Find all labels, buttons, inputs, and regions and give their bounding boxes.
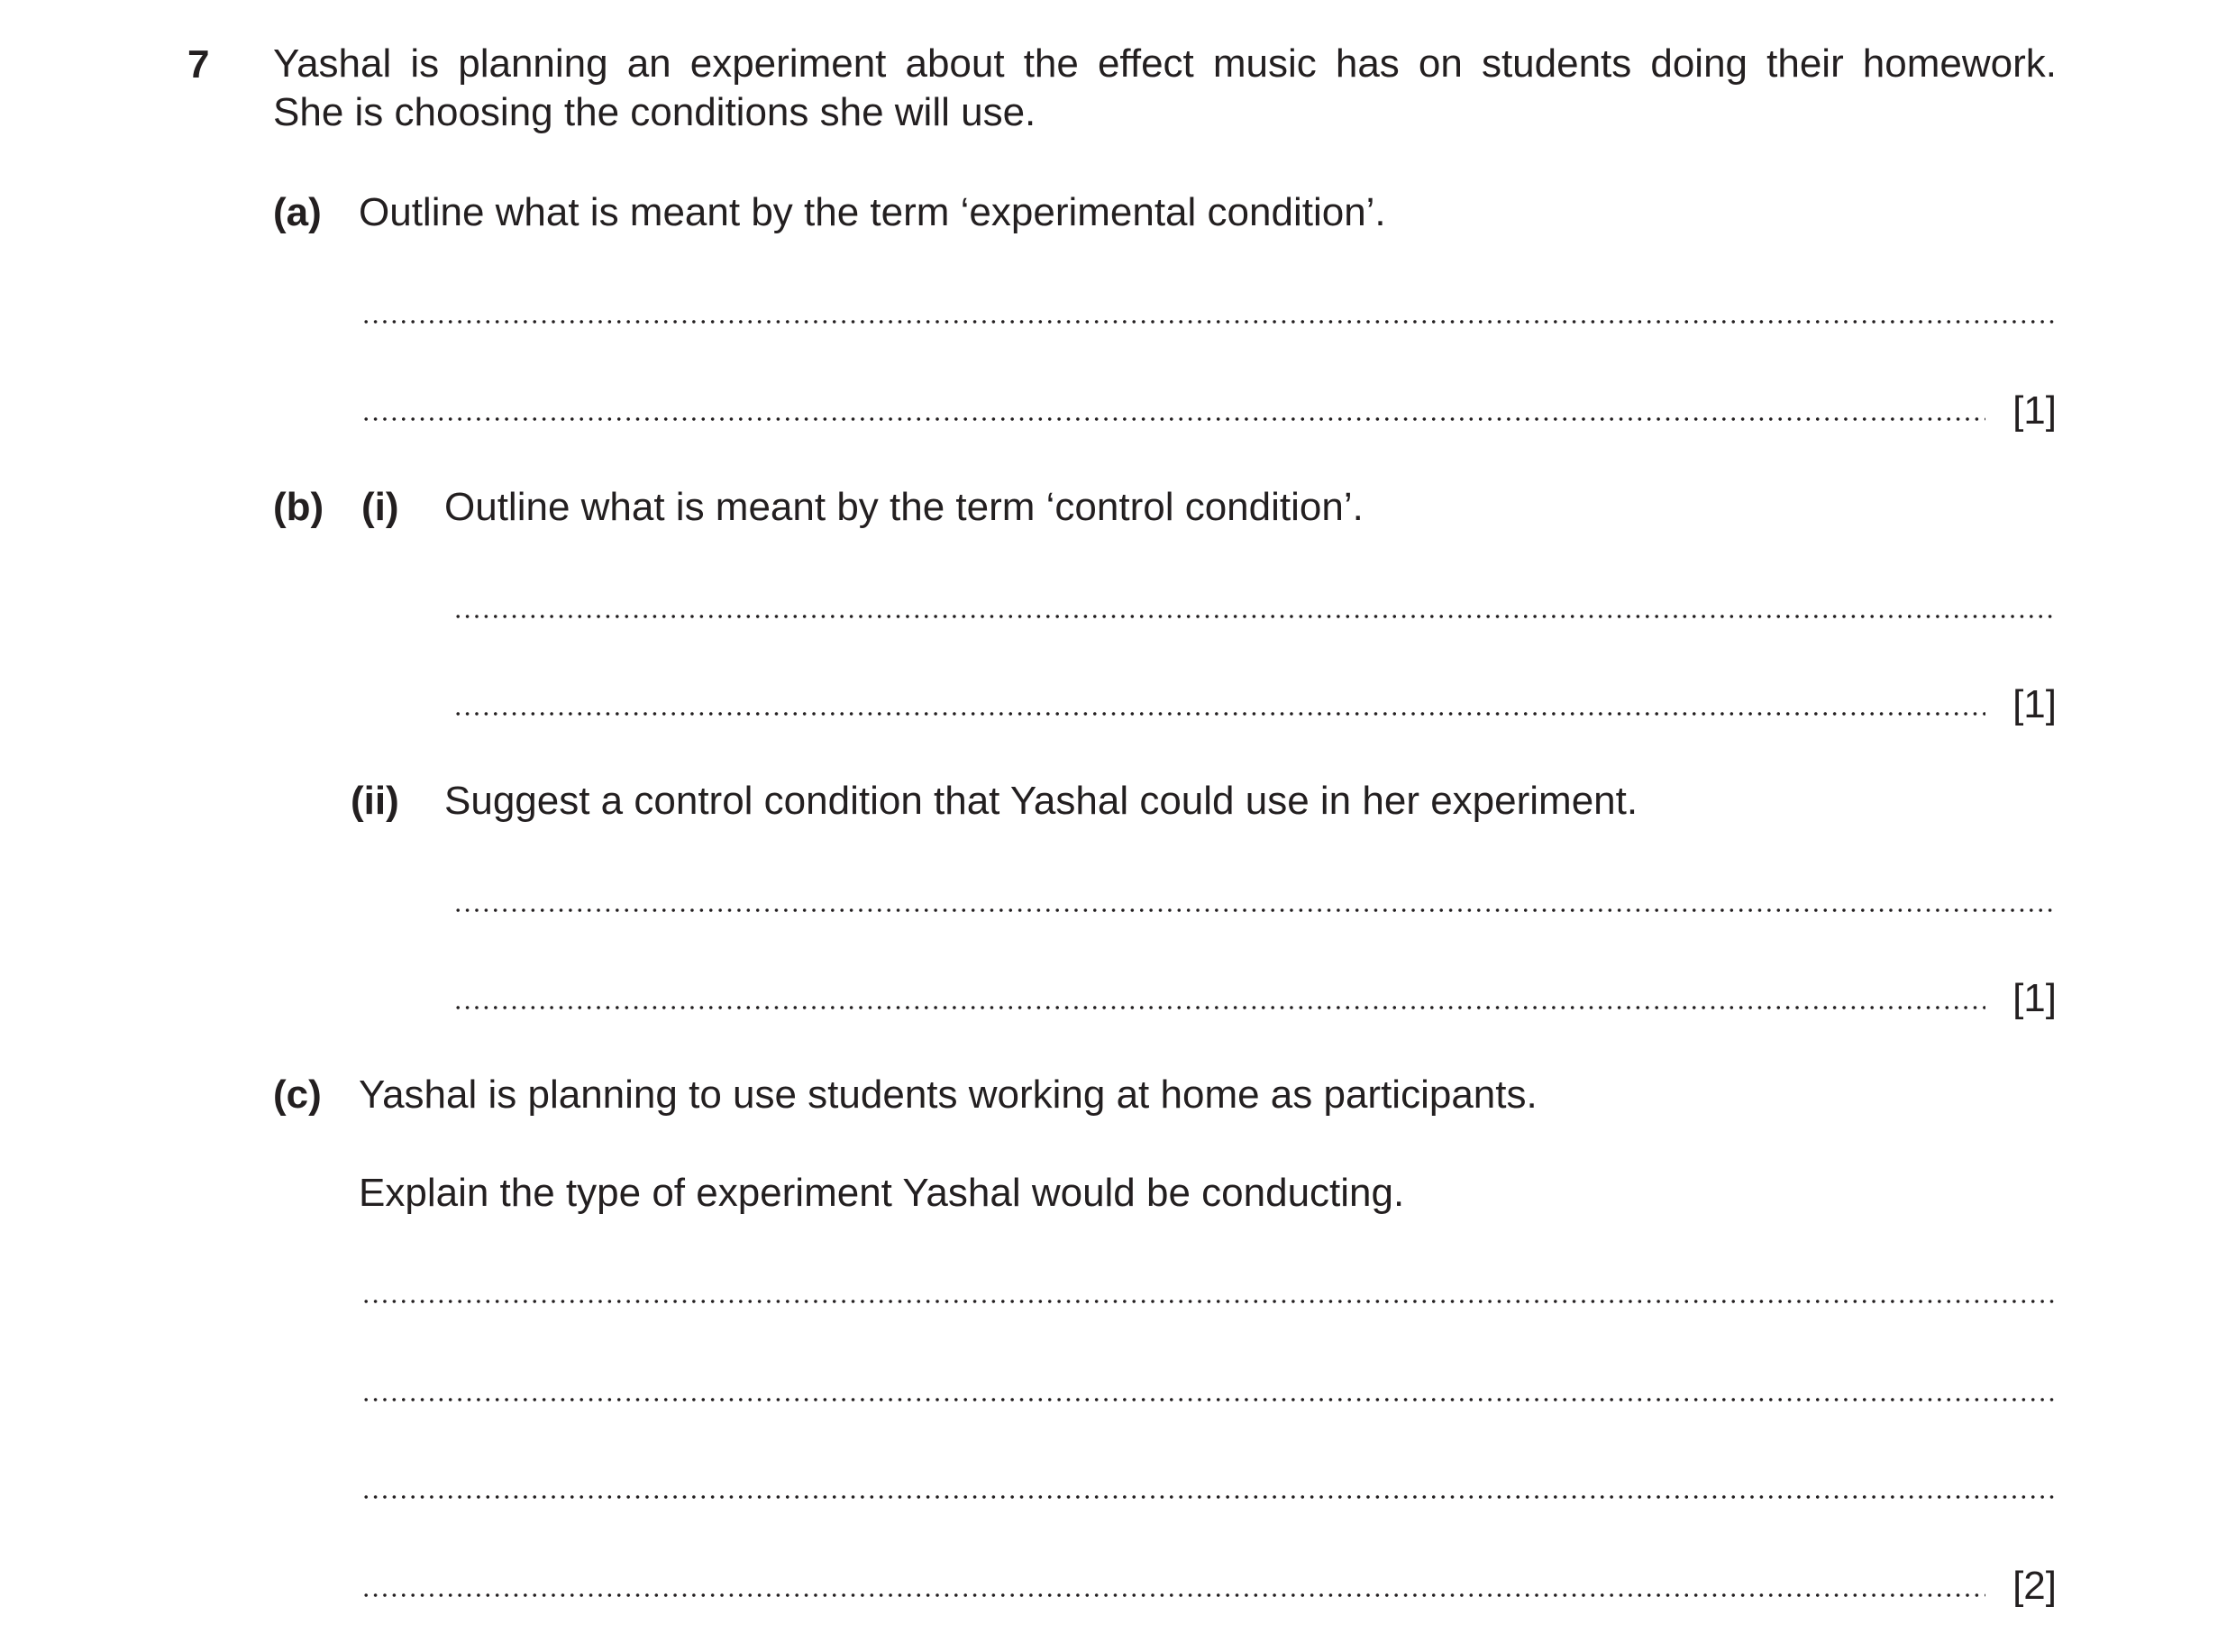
question-number: 7 — [187, 42, 210, 87]
part-c-marks: [2] — [2012, 1564, 2057, 1608]
part-b-ii-answer-line-1[interactable] — [453, 908, 2057, 913]
part-b-i-label: (i) — [361, 485, 399, 529]
part-b-i-marks: [1] — [2012, 682, 2057, 726]
question-stem-line-2: She is choosing the conditions she will use. — [273, 90, 1036, 134]
part-b-i-answer-line-1[interactable] — [453, 614, 2057, 619]
part-a-marks: [1] — [2012, 388, 2057, 433]
part-c-answer-line-3[interactable] — [361, 1494, 2057, 1500]
part-b-label: (b) — [273, 485, 324, 529]
part-c-label: (c) — [273, 1072, 322, 1117]
part-b-i-answer-line-2[interactable] — [453, 711, 1985, 716]
part-b-ii-label: (ii) — [351, 779, 399, 823]
part-a-answer-line-1[interactable] — [361, 319, 2057, 324]
part-a-label: (a) — [273, 190, 322, 234]
question-stem — [273, 40, 2057, 137]
part-c-answer-line-4[interactable] — [361, 1593, 1985, 1598]
part-b-ii-prompt: Suggest a control condition that Yashal could use in her experiment. — [444, 779, 1638, 823]
part-b-ii-marks: [1] — [2012, 976, 2057, 1020]
part-a-prompt: Outline what is meant by the term ‘experimental condition’. — [359, 190, 1386, 234]
part-c-prompt: Explain the type of experiment Yashal would be conducting. — [359, 1171, 1405, 1215]
part-c-answer-line-1[interactable] — [361, 1299, 2057, 1304]
part-b-ii-answer-line-2[interactable] — [453, 1005, 1985, 1010]
part-b-i-prompt: Outline what is meant by the term ‘control condition’. — [444, 485, 1364, 529]
part-c-answer-line-2[interactable] — [361, 1397, 2057, 1402]
part-a-answer-line-2[interactable] — [361, 416, 1985, 422]
question-stem-line-1: Yashal is planning an experiment about the effect music has on students doing their homework. — [273, 41, 2057, 86]
part-c-context: Yashal is planning to use students working at home as participants. — [359, 1072, 1538, 1117]
